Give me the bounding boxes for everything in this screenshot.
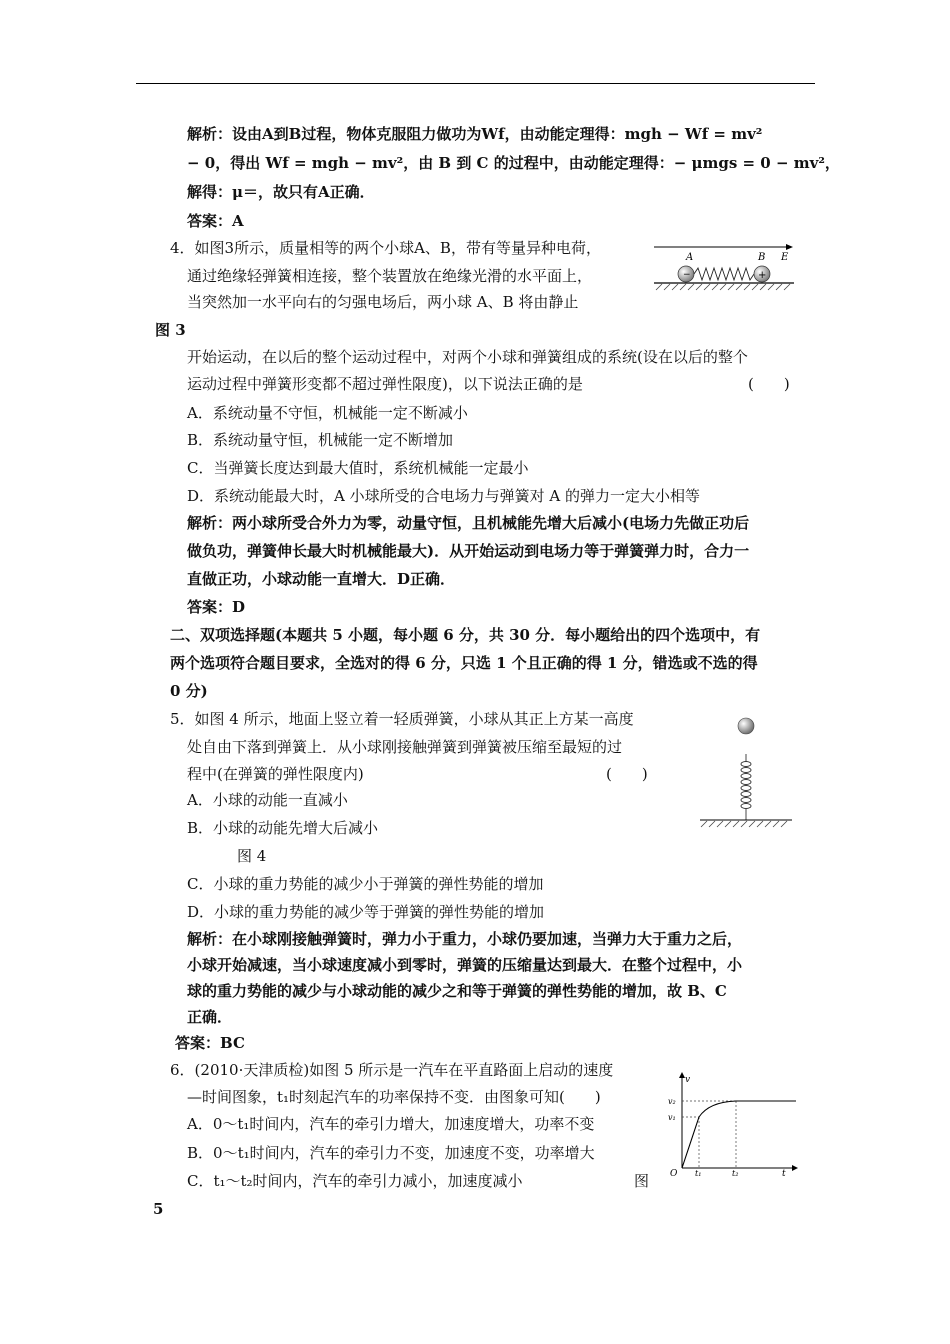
section-2-heading-line-3: 0 分) <box>170 682 208 700</box>
explanation-4-line-3: 直做正功，小球动能一直增大．D正确． <box>187 570 456 588</box>
floor-hatching <box>701 821 787 827</box>
explanation-4-line-2: 做负功，弹簧伸长最大时机械能最大)．从开始运动到电场力等于弹簧弹力时，合力一 <box>187 542 750 560</box>
v-axis-label: v <box>685 1075 691 1085</box>
header-rule <box>136 83 815 84</box>
answer-3: 答案：A <box>187 212 244 230</box>
figure-5-vt-graph <box>664 1070 800 1182</box>
question-6-option-a: A．0～t₁时间内，汽车的牵引力增大，加速度增大，功率不变 <box>187 1115 595 1133</box>
t-axis-arrow-icon <box>792 1165 798 1171</box>
guide-lines <box>682 1101 736 1168</box>
answer-4: 答案：D <box>187 598 246 616</box>
v1-label: v₁ <box>668 1113 676 1122</box>
t1-label: t₁ <box>695 1169 702 1178</box>
question-5-option-d: D．小球的重力势能的减少等于弹簧的弹性势能的增加 <box>187 903 545 921</box>
question-4-line-1: 4．如图3所示，质量相等的两个小球A、B，带有等量异种电荷， <box>170 239 601 257</box>
vertical-spring <box>741 754 751 820</box>
explanation-3-line-1: 解析：设由A到B过程，物体克服阻力做功为Wf，由动能定理得：mgh − Wf = mv² <box>187 125 763 143</box>
question-5-line-1: 5．如图 4 所示，地面上竖立着一轻质弹簧，小球从其正上方某一高度 <box>170 710 634 728</box>
explanation-3-line-2: − 0，得出 Wf = mgh − mv²，由 B 到 C 的过程中，由动能定理得：− μmgs = 0 − mv²， <box>187 154 840 172</box>
answer-5: 答案：BC <box>175 1034 245 1052</box>
figure-5-caption: 图 <box>634 1172 650 1190</box>
question-6-option-b: B．0～t₁时间内，汽车的牵引力不变，加速度不变，功率增大 <box>187 1144 595 1162</box>
figure-3-diagram <box>652 242 800 298</box>
question-4-option-d: D．系统动能最大时，A 小球所受的合电场力与弹簧对 A 的弹力一定大小相等 <box>187 487 700 505</box>
section-2-heading-line-1: 二、双项选择题(本题共 5 小题，每小题 6 分，共 30 分．每小题给出的四个选项中，有 <box>170 626 761 644</box>
question-5-line-3: 程中(在弹簧的弹性限度内) <box>187 765 364 783</box>
plus-sign: + <box>758 270 767 281</box>
question-4-line-2: 通过绝缘轻弹簧相连接，整个装置放在绝缘光滑的水平面上， <box>187 267 593 285</box>
question-5-option-c: C．小球的重力势能的减少小于弹簧的弹性势能的增加 <box>187 875 544 893</box>
question-4-option-c: C．当弹簧长度达到最大值时，系统机械能一定最小 <box>187 459 529 477</box>
question-4-line-4: 开始运动，在以后的整个运动过程中，对两个小球和弹簧组成的系统(设在以后的整个 <box>187 348 748 366</box>
question-5-option-b: B．小球的动能先增大后减小 <box>187 819 379 837</box>
explanation-5-line-4: 正确． <box>187 1008 233 1026</box>
figure-5-caption-number: 5 <box>153 1200 164 1218</box>
ball-a-label: A <box>686 252 694 263</box>
question-5-line-2: 处自由下落到弹簧上．从小球刚接触弹簧到弹簧被压缩至最短的过 <box>187 738 623 756</box>
origin-label: O <box>670 1169 678 1179</box>
falling-ball <box>738 718 754 734</box>
t2-label: t₂ <box>732 1169 739 1178</box>
question-6-option-c: C．t₁～t₂时间内，汽车的牵引力减小，加速度减小 <box>187 1172 523 1190</box>
field-e-label: E <box>781 252 789 263</box>
question-5-answer-blank: ( ) <box>606 765 648 783</box>
section-2-heading-line-2: 两个选项符合题目要求，全选对的得 6 分，只选 1 个且正确的得 1 分，错选或不选的得 <box>170 654 758 672</box>
question-4-line-3: 当突然加一水平向右的匀强电场后，两小球 A、B 将由静止 <box>187 293 579 311</box>
explanation-5-line-2: 小球开始减速，当小球速度减小到零时，弹簧的压缩量达到最大．在整个过程中，小 <box>187 956 743 974</box>
ground-hatching <box>656 284 790 290</box>
figure-4-diagram <box>698 712 794 832</box>
field-arrowhead-icon <box>786 244 793 250</box>
spring <box>694 268 754 280</box>
question-4-option-a: A．系统动量不守恒，机械能一定不断减小 <box>187 404 468 422</box>
question-4-option-b: B．系统动量守恒，机械能一定不断增加 <box>187 431 454 449</box>
question-6-line-2: —时间图象，t₁时刻起汽车的功率保持不变．由图象可知( ) <box>187 1088 601 1106</box>
figure-3-caption: 图 3 <box>155 321 186 339</box>
v2-label: v₂ <box>668 1097 676 1106</box>
question-5-option-a: A．小球的动能一直减小 <box>187 791 348 809</box>
t-axis-label: t <box>782 1169 786 1179</box>
figure-4-caption: 图 4 <box>237 847 267 865</box>
explanation-3-line-3: 解得：μ＝，故只有A正确． <box>187 183 375 201</box>
question-6-line-1: 6．(2010·天津质检)如图 5 所示是一汽车在平直路面上启动的速度 <box>170 1061 614 1079</box>
explanation-4-line-1: 解析：两小球所受合外力为零，动量守恒，且机械能先增大后减小(电场力先做正功后 <box>187 514 750 532</box>
minus-sign: − <box>683 270 691 280</box>
explanation-5-line-3: 球的重力势能的减少与小球动能的减少之和等于弹簧的弹性势能的增加，故 B、C <box>187 982 727 1000</box>
question-4-line-5: 运动过程中弹簧形变都不超过弹性限度)，以下说法正确的是 <box>187 375 583 393</box>
explanation-5-line-1: 解析：在小球刚接触弹簧时，弹力小于重力，小球仍要加速，当弹力大于重力之后， <box>187 930 743 948</box>
question-4-answer-blank: ( ) <box>748 375 790 393</box>
ball-b-label: B <box>758 252 766 263</box>
